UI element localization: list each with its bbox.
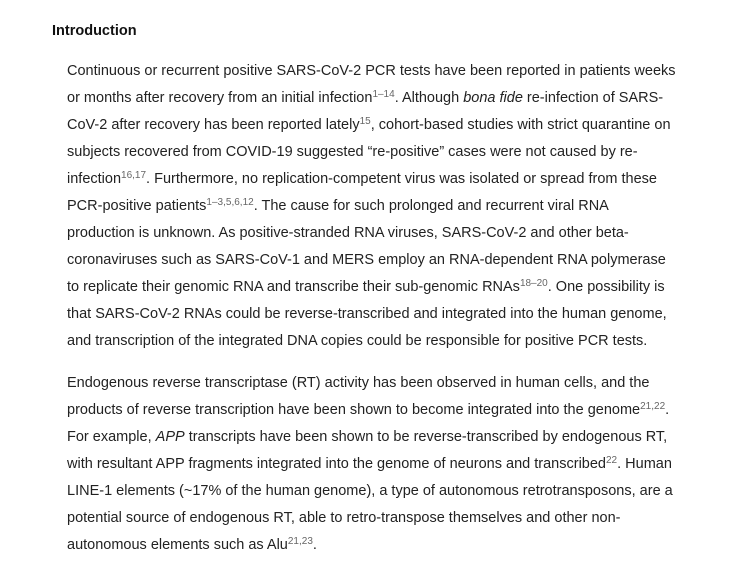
- text-span: .: [312, 537, 317, 553]
- section-heading: Introduction: [52, 23, 137, 39]
- text-line: [67, 301, 707, 328]
- text-line: [67, 166, 707, 193]
- text-span: Continuous or recurrent positive SARS-CoV-2 PCR tests have been reported in patients weeks: [67, 63, 676, 79]
- text-line: [67, 220, 707, 247]
- citation-ref[interactable]: 21,23: [287, 536, 313, 547]
- text-span: to replicate their genomic RNA and transcribe their sub-genomic RNAs: [67, 279, 520, 295]
- text-line: [67, 397, 707, 424]
- text-span: infection: [67, 171, 122, 187]
- text-span: PCR-positive patients: [67, 198, 207, 214]
- text-span: that SARS-CoV-2 RNAs could be reverse-transcribed and integrated into the human genome,: [67, 306, 667, 322]
- text-line: [67, 505, 707, 532]
- citation-ref[interactable]: 21,22: [640, 401, 666, 412]
- text-span: LINE-1 elements (~17% of the human genome), a type of autonomous retrotransposons, are a: [67, 483, 673, 499]
- text-line: [67, 85, 707, 112]
- text-span: or months after recovery from an initial infection: [67, 90, 373, 106]
- text-line: [67, 247, 707, 274]
- text-span: production is unknown. As positive-stranded RNA viruses, SARS-CoV-2 and other beta-: [67, 225, 629, 241]
- text-line: [67, 451, 707, 478]
- citation-ref[interactable]: 22: [605, 455, 618, 466]
- text-span: and transcription of the integrated DNA copies could be responsible for positive PCR tests.: [67, 333, 648, 349]
- text-line: [67, 58, 707, 85]
- text-span: potential source of endogenous RT, able to retro-transpose themselves and other non-: [67, 510, 621, 526]
- text-span: . Although: [394, 90, 464, 106]
- text-span: .: [665, 402, 670, 418]
- italic-term: APP: [155, 429, 185, 445]
- text-span: re-infection of SARS-: [522, 90, 664, 106]
- text-span: Endogenous reverse transcriptase (RT) activity has been observed in human cells, and the: [67, 375, 650, 391]
- text-line: [67, 370, 707, 397]
- paragraph-1: [67, 58, 707, 355]
- citation-ref[interactable]: 16,17: [121, 170, 147, 181]
- citation-ref[interactable]: 1–3,5,6,12: [206, 197, 254, 208]
- citation-ref[interactable]: 1–14: [372, 89, 395, 100]
- text-line: [67, 532, 707, 559]
- text-span: CoV-2 after recovery has been reported lately: [67, 117, 360, 133]
- text-span: with resultant APP fragments integrated into the genome of neurons and transcribed: [67, 456, 606, 472]
- text-span: autonomous elements such as Alu: [67, 537, 288, 553]
- text-span: products of reverse transcription have been shown to become integrated into the genome: [67, 402, 641, 418]
- text-line: [67, 274, 707, 301]
- text-span: subjects recovered from COVID-19 suggested “re-positive” cases were not caused by re-: [67, 144, 638, 160]
- italic-term: bona fide: [463, 90, 523, 106]
- text-line: [67, 139, 707, 166]
- text-span: . Furthermore, no replication-competent virus was isolated or spread from these: [146, 171, 657, 187]
- text-span: transcripts have been shown to be reverse-transcribed by endogenous RT,: [184, 429, 668, 445]
- text-line: [67, 112, 707, 139]
- text-line: [67, 478, 707, 505]
- citation-ref[interactable]: 18–20: [519, 278, 548, 289]
- text-line: [67, 193, 707, 220]
- text-line: [67, 328, 707, 355]
- text-span: . The cause for such prolonged and recurrent viral RNA: [253, 198, 609, 214]
- text-span: For example,: [67, 429, 156, 445]
- paragraph-2: [67, 370, 707, 559]
- text-span: . Human: [617, 456, 672, 472]
- citation-ref[interactable]: 15: [359, 116, 371, 127]
- text-line: [67, 424, 707, 451]
- text-span: , cohort-based studies with strict quarantine on: [370, 117, 671, 133]
- text-span: coronaviruses such as SARS-CoV-1 and MERS employ an RNA-dependent RNA polymerase: [67, 252, 666, 268]
- text-span: . One possibility is: [547, 279, 665, 295]
